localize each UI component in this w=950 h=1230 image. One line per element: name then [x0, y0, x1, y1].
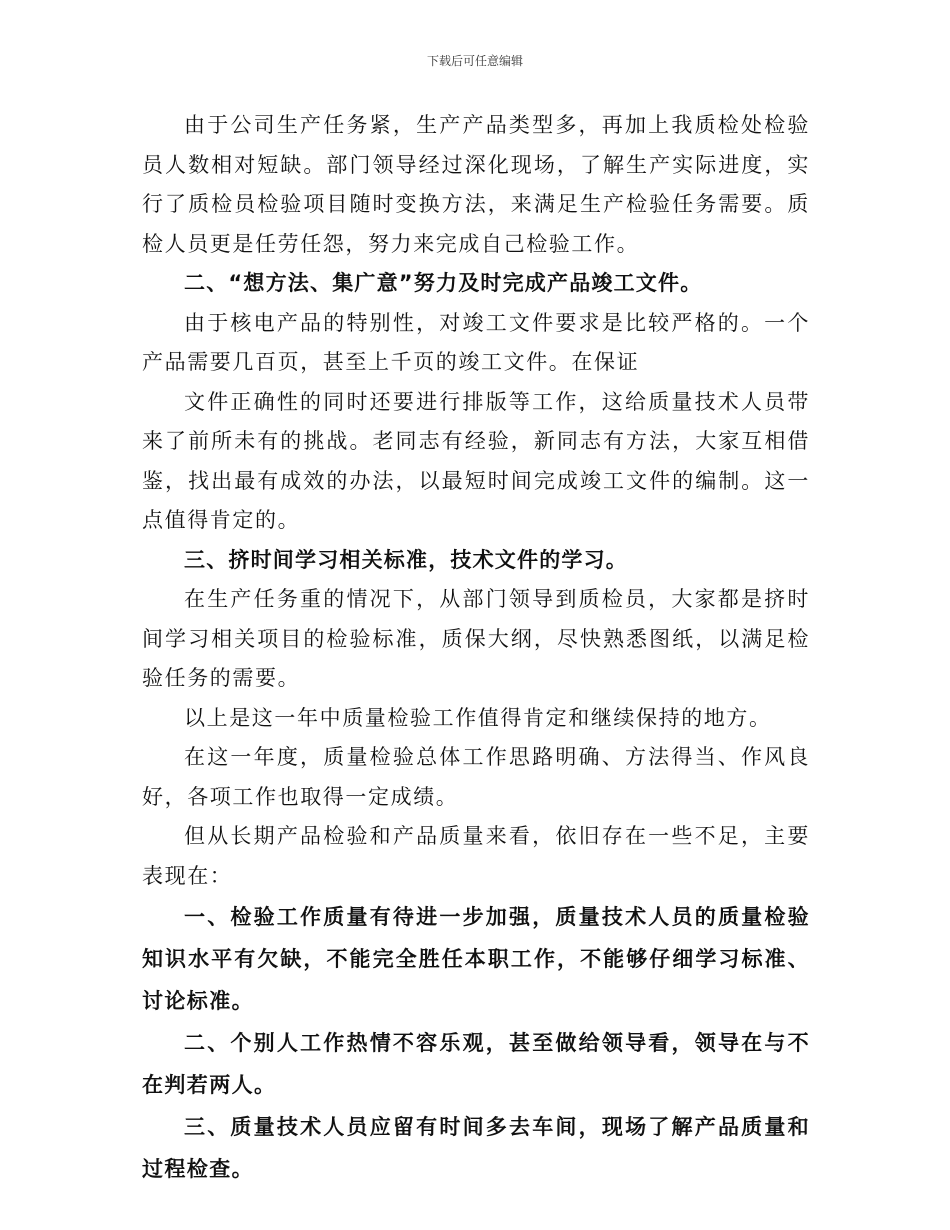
paragraph-document-accuracy: 文件正确性的同时还要进行排版等工作，这给质量技术人员带来了前所未有的挑战。老同志有经验，新同志有方法，大家互相借鉴，找出最有成效的办法，以最短时间完成竣工文件的编制。这一点值得肯定的。 — [142, 389, 810, 532]
paragraph-staff-shortage: 由于公司生产任务紧，生产产品类型多，再加上我质检处检验员人数相对短缺。部门领导经过深化现场，了解生产实际进度，实行了质检员检验项目随时变换方法，来满足生产检验任务需要。质检人员更是任劳任怨，努力来完成自己检验工作。 — [142, 113, 810, 256]
paragraph-shortcomings-intro: 但从长期产品检验和产品质量来看，依旧存在一些不足，主要表现在： — [142, 824, 810, 888]
paragraph-study-time: 在生产任务重的情况下，从部门领导到质检员，大家都是挤时间学习相关项目的检验标准，质保大纲，尽快熟悉图纸，以满足检验任务的需要。 — [142, 587, 810, 690]
paragraph-year-overview: 在这一年度，质量检验总体工作思路明确、方法得当、作风良好，各项工作也取得一定成绩。 — [142, 745, 810, 809]
heading-study-standards: 三、挤时间学习相关标准，技术文件的学习。 — [184, 547, 628, 572]
paragraph-nuclear-products: 由于核电产品的特别性，对竣工文件要求是比较严格的。一个产品需要几百页，甚至上千页的竣工文件。在保证 — [142, 310, 810, 374]
shortcoming-item-3: 三、质量技术人员应留有时间多去车间，现场了解产品质量和过程检查。 — [142, 1115, 810, 1181]
page-header: 下载后可任意编辑 — [426, 54, 523, 68]
shortcoming-item-1: 一、检验工作质量有待进一步加强，质量技术人员的质量检验知识水平有欠缺，不能完全胜任本职工作，不能够仔细学习标准、讨论标准。 — [142, 905, 810, 1013]
heading-completion-documents: 二、“想方法、集广意”努力及时完成产品竣工文件。 — [184, 271, 703, 295]
shortcoming-item-2: 二、个别人工作热情不容乐观，甚至做给领导看，领导在与不在判若两人。 — [142, 1031, 810, 1097]
document-body — [142, 106, 810, 1190]
paragraph-summary-positive: 以上是这一年中质量检验工作值得肯定和继续保持的地方。 — [184, 705, 772, 730]
